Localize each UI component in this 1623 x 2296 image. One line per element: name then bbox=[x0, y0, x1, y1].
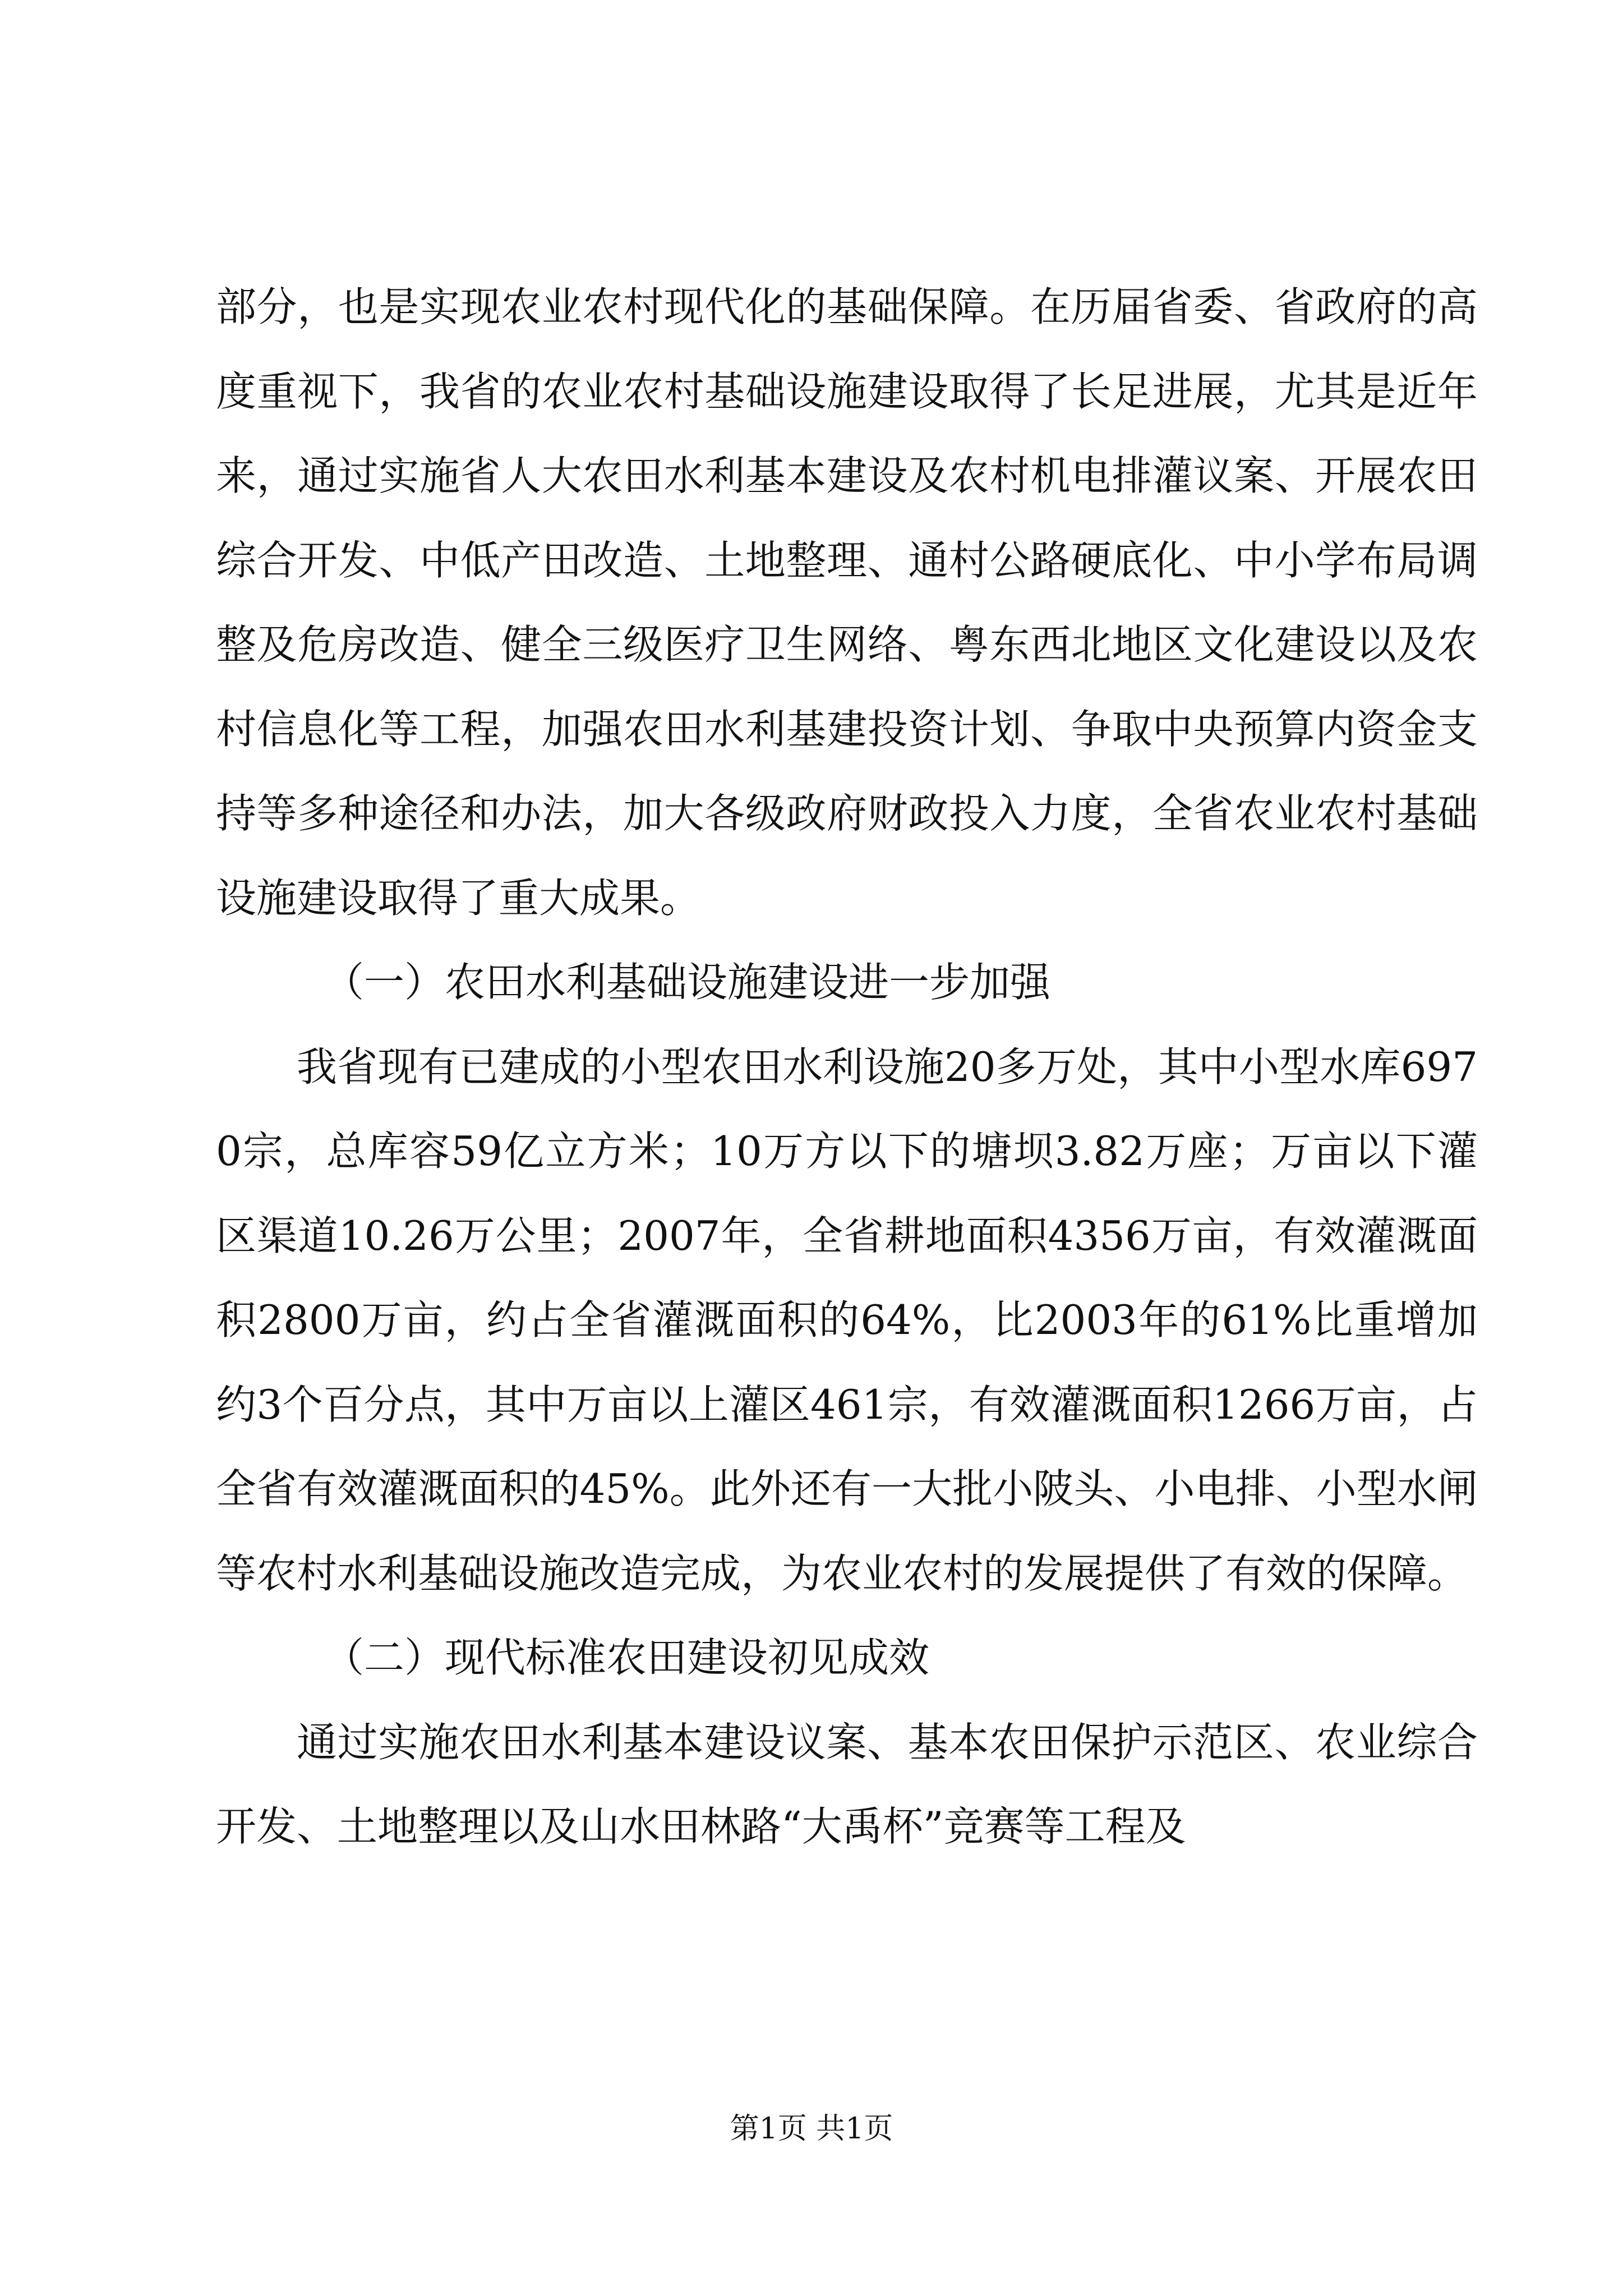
document-body bbox=[216, 265, 1478, 1869]
paragraph-standard-farmland: 通过实施农田水利基本建设议案、基本农田保护示范区、农业综合开发、土地整理以及山水田林路“大禹杯”竞赛等工程及 bbox=[216, 1718, 1478, 1850]
page-footer: 第1页 共1页 bbox=[730, 2112, 893, 2146]
section-heading-2: （二）现代标准农田建设初见成效 bbox=[324, 1634, 930, 1681]
section-heading-1: （一）农田水利基础设施建设进一步加强 bbox=[324, 959, 1051, 1006]
paragraph-irrigation: 我省现有已建成的小型农田水利设施20多万处，其中小型水库6970宗，总库容59亿立方米；10万方以下的塘坝3.82万座；万亩以下灌区渠道10.26万公里；2007年，全省耕地面积4356万亩，有效灌溉面积2800万亩，约占全省灌溉面积的64%，比2003年的61%比重增加约3个百分点，其中万亩以上灌区461宗，有效灌溉面积1266万亩，占全省有效灌溉面积的45%。此外还有一大批小陂头、小电排、小型水闸等农村水利基础设施改造完成，为农业农村的发展提供了有效的保障。 bbox=[216, 1043, 1478, 1597]
paragraph-intro-continuation: 部分，也是实现农业农村现代化的基础保障。在历届省委、省政府的高度重视下，我省的农业农村基础设施建设取得了长足进展，尤其是近年来，通过实施省人大农田水利基本建设及农村机电排灌议案、开展农田综合开发、中低产田改造、土地整理、通村公路硬底化、中小学布局调整及危房改造、健全三级医疗卫生网络、粤东西北地区文化建设以及农村信息化等工程，加强农田水利基建投资计划、争取中央预算内资金支持等多种途径和办法，加大各级政府财政投入力度，全省农业农村基础设施建设取得了重大成果。 bbox=[216, 283, 1478, 922]
